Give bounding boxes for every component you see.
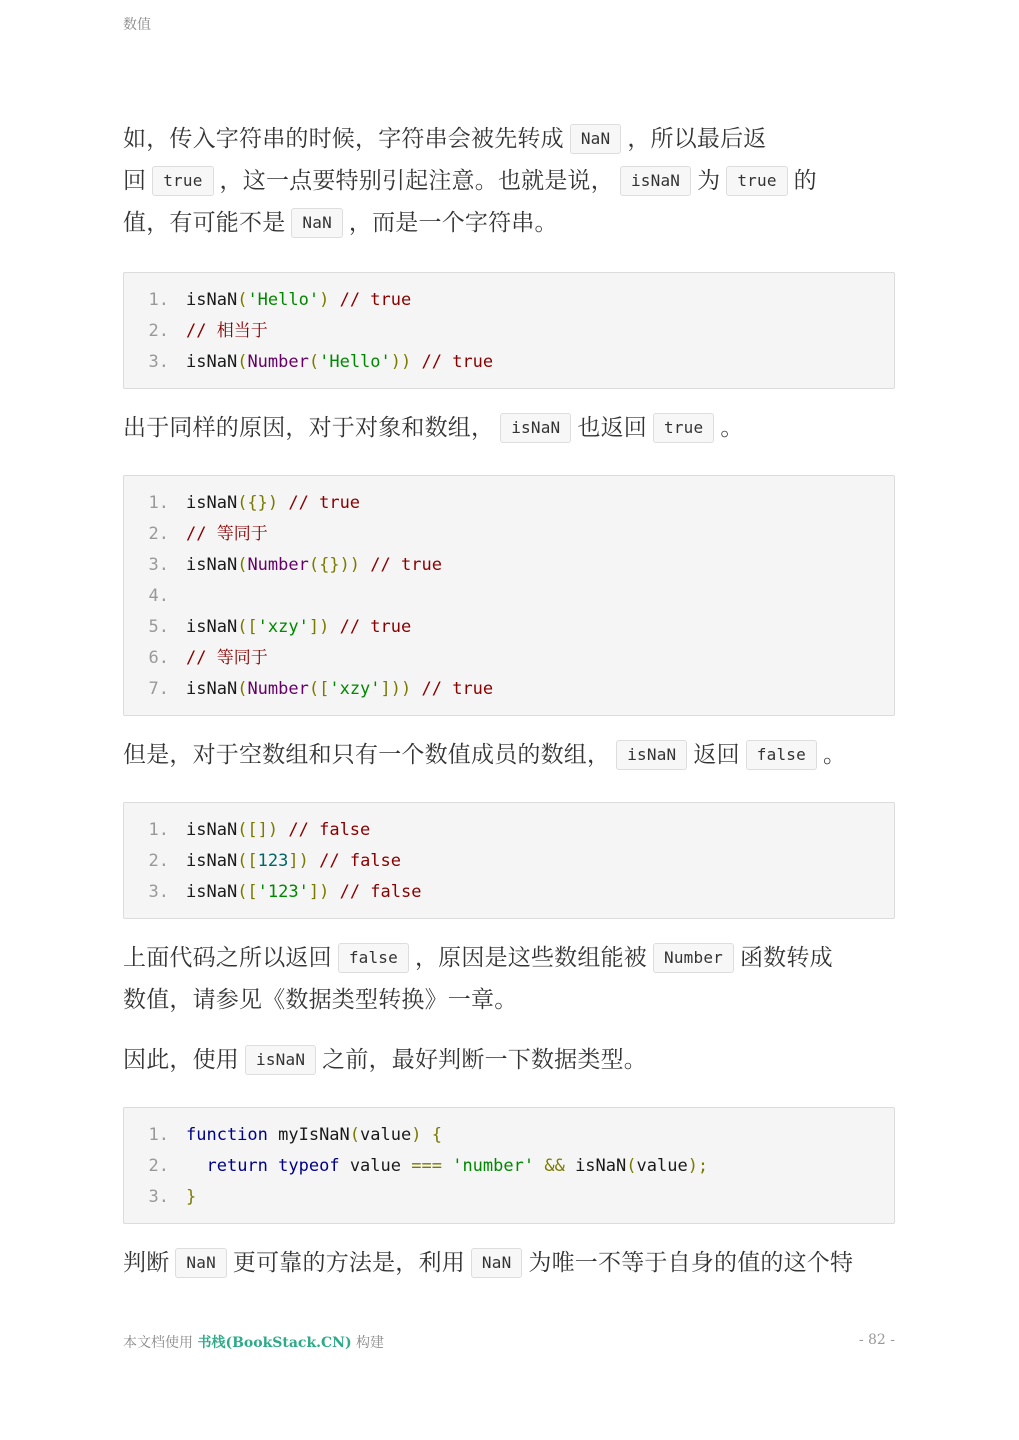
code-token xyxy=(186,1156,206,1176)
text: 出于同样的原因，对于对象和数组， xyxy=(123,415,495,441)
inline-code: true xyxy=(653,413,714,443)
inline-code: false xyxy=(338,943,409,973)
line-number: 3. xyxy=(148,555,169,575)
code-token xyxy=(442,1156,452,1176)
code-token: ]) xyxy=(308,882,330,902)
code-line xyxy=(124,519,894,550)
code-token xyxy=(278,493,288,513)
code-token: ({}) xyxy=(237,493,279,513)
code-token: isNaN xyxy=(186,352,238,372)
text: 更可靠的方法是，利用 xyxy=(232,1250,465,1276)
text: 但是，对于空数组和只有一个数值成员的数组， xyxy=(123,742,611,768)
text: 数值，请参见《数据类型转换》一章。 xyxy=(123,987,518,1013)
code-token: ( xyxy=(626,1156,637,1176)
code-line xyxy=(124,1182,894,1213)
code-line xyxy=(124,643,894,674)
code-token: // true xyxy=(370,555,442,575)
line-number: 1. xyxy=(148,820,169,840)
code-token xyxy=(421,1125,431,1145)
code-token: ([ xyxy=(237,851,258,871)
code-token: function xyxy=(186,1125,268,1145)
code-block-1 xyxy=(123,272,895,389)
text: ，而是一个字符串。 xyxy=(348,210,558,236)
text: 为唯一不等于自身的值的这个特 xyxy=(528,1250,854,1276)
code-line xyxy=(124,877,894,908)
inline-code: NaN xyxy=(471,1248,523,1278)
text: 值，有可能不是 xyxy=(123,210,286,236)
line-number: 3. xyxy=(148,1187,169,1207)
code-token: { xyxy=(431,1125,442,1145)
code-token: ( xyxy=(349,1125,361,1145)
code-token: Number xyxy=(247,555,309,575)
code-token: ]) xyxy=(288,851,309,871)
text: 因此，使用 xyxy=(123,1047,239,1073)
text: 判断 xyxy=(123,1250,170,1276)
code-token: 'Hello' xyxy=(247,290,320,310)
code-token xyxy=(411,352,421,372)
code-token: isNaN xyxy=(186,555,238,575)
code-line xyxy=(124,674,894,705)
code-token: ]) xyxy=(308,617,330,637)
code-token xyxy=(360,555,370,575)
code-token: isNaN xyxy=(186,679,238,699)
code-line xyxy=(124,612,894,643)
code-token: isNaN xyxy=(186,851,238,871)
code-token xyxy=(268,1156,278,1176)
code-token: ) xyxy=(411,1125,422,1145)
code-token: // false xyxy=(319,851,402,871)
line-number: 2. xyxy=(148,321,169,341)
line-number: 2. xyxy=(148,1156,169,1176)
footer-suffix: 构建 xyxy=(351,1335,385,1351)
code-token: ( xyxy=(237,352,248,372)
code-token: myIsNaN xyxy=(267,1125,350,1145)
code-token: // true xyxy=(288,493,361,513)
code-line xyxy=(124,347,894,378)
code-token: } xyxy=(186,1187,197,1207)
code-token: ([ xyxy=(308,679,330,699)
inline-code: isNaN xyxy=(500,413,571,443)
code-token: ( xyxy=(308,352,320,372)
inline-code: true xyxy=(152,166,213,196)
code-block-2 xyxy=(123,475,895,716)
paragraph-isnan-string xyxy=(123,118,895,244)
code-block-3 xyxy=(123,802,895,919)
text: ，这一点要特别引起注意。也就是说， xyxy=(219,168,614,194)
code-token: isNaN xyxy=(186,493,238,513)
paragraph-number-conversion xyxy=(123,937,895,1021)
code-token: // 等同于 xyxy=(186,648,268,668)
text: ，所以最后返 xyxy=(627,126,767,152)
text: 返回 xyxy=(693,742,740,768)
text: 回 xyxy=(123,168,147,194)
text: 上面代码之所以返回 xyxy=(123,945,332,971)
code-token: value xyxy=(636,1156,688,1176)
code-token: // true xyxy=(421,679,494,699)
text: 如，传入字符串的时候，字符串会被先转成 xyxy=(123,126,564,152)
text: 。 xyxy=(720,415,744,441)
code-token: typeof xyxy=(278,1156,340,1176)
code-line xyxy=(124,581,894,612)
paragraph-isnan-arrays xyxy=(123,734,895,776)
text: 函数转成 xyxy=(739,945,833,971)
code-token: Number xyxy=(247,679,309,699)
code-token: === xyxy=(411,1156,442,1176)
code-token xyxy=(329,882,339,902)
code-token: ( xyxy=(237,555,248,575)
code-token: && xyxy=(544,1156,565,1176)
code-token: ( xyxy=(237,679,248,699)
code-token: Number xyxy=(247,352,309,372)
code-line xyxy=(124,846,894,877)
footer-brand-link[interactable]: 书栈(BookStack.CN) xyxy=(197,1335,352,1351)
code-token: isNaN xyxy=(564,1156,627,1176)
code-line xyxy=(124,1151,894,1182)
inline-code: Number xyxy=(653,943,734,973)
code-token: // true xyxy=(339,617,412,637)
line-number: 3. xyxy=(148,352,169,372)
inline-code: false xyxy=(746,740,817,770)
paragraph-check-type xyxy=(123,1039,895,1081)
line-number: 5. xyxy=(148,617,169,637)
inline-code: NaN xyxy=(570,124,622,154)
page-header-section-title: 数值 xyxy=(123,17,151,33)
code-token: ])) xyxy=(380,679,412,699)
code-token: isNaN xyxy=(186,820,238,840)
line-number: 2. xyxy=(148,851,169,871)
code-token: 123 xyxy=(257,851,289,871)
code-token: ({})) xyxy=(308,555,361,575)
code-token: isNaN xyxy=(186,882,238,902)
code-token: '123' xyxy=(257,882,309,902)
code-token xyxy=(329,290,339,310)
paragraph-nan-self-inequality xyxy=(123,1242,895,1284)
code-line xyxy=(124,550,894,581)
code-token xyxy=(278,820,288,840)
code-token: // true xyxy=(421,352,494,372)
footer-prefix: 本文档使用 xyxy=(123,1335,198,1351)
line-number: 2. xyxy=(148,524,169,544)
text: 的 xyxy=(793,168,817,194)
line-number: 4. xyxy=(148,586,169,606)
inline-code: true xyxy=(726,166,787,196)
code-token: value xyxy=(360,1125,412,1145)
code-token: ([ xyxy=(237,617,258,637)
code-token: )) xyxy=(390,352,412,372)
text: 为 xyxy=(697,168,721,194)
code-token xyxy=(329,617,339,637)
code-token: ) xyxy=(319,290,330,310)
code-token xyxy=(411,679,421,699)
code-token: isNaN xyxy=(186,290,238,310)
code-token: 'xzy' xyxy=(329,679,381,699)
line-number: 3. xyxy=(148,882,169,902)
line-number: 6. xyxy=(148,648,169,668)
code-token: value xyxy=(339,1156,412,1176)
line-number: 1. xyxy=(148,1125,169,1145)
code-token: ([ xyxy=(237,882,258,902)
inline-code: isNaN xyxy=(245,1045,316,1075)
code-token xyxy=(309,851,319,871)
line-number: 1. xyxy=(148,290,169,310)
page-footer-credit xyxy=(123,1332,384,1352)
line-number: 7. xyxy=(148,679,169,699)
line-number: 1. xyxy=(148,493,169,513)
code-line xyxy=(124,285,894,316)
code-token: 'number' xyxy=(452,1156,535,1176)
paragraph-isnan-objects xyxy=(123,407,895,449)
code-token: ( xyxy=(237,290,248,310)
code-line xyxy=(124,488,894,519)
inline-code: NaN xyxy=(291,208,343,238)
code-token: 'Hello' xyxy=(319,352,391,372)
inline-code: isNaN xyxy=(616,740,687,770)
code-token: ); xyxy=(687,1156,709,1176)
inline-code: isNaN xyxy=(620,166,691,196)
code-token: 'xzy' xyxy=(257,617,309,637)
code-token: // false xyxy=(288,820,371,840)
code-token xyxy=(534,1156,544,1176)
code-token: isNaN xyxy=(186,617,238,637)
text: ，原因是这些数组能被 xyxy=(414,945,647,971)
code-token: // true xyxy=(339,290,412,310)
inline-code: NaN xyxy=(175,1248,227,1278)
code-line xyxy=(124,1120,894,1151)
code-token: // 相当于 xyxy=(186,321,268,341)
code-line xyxy=(124,815,894,846)
code-line xyxy=(124,316,894,347)
code-block-4 xyxy=(123,1107,895,1224)
code-token: return xyxy=(206,1156,268,1176)
code-token: ([]) xyxy=(237,820,279,840)
code-token: // 等同于 xyxy=(186,524,268,544)
text: 。 xyxy=(822,742,847,768)
code-token: // false xyxy=(339,882,422,902)
document-content xyxy=(123,118,895,1284)
text: 也返回 xyxy=(577,415,647,441)
page-number: - 82 - xyxy=(858,1332,895,1348)
text: 之前，最好判断一下数据类型。 xyxy=(322,1047,647,1073)
